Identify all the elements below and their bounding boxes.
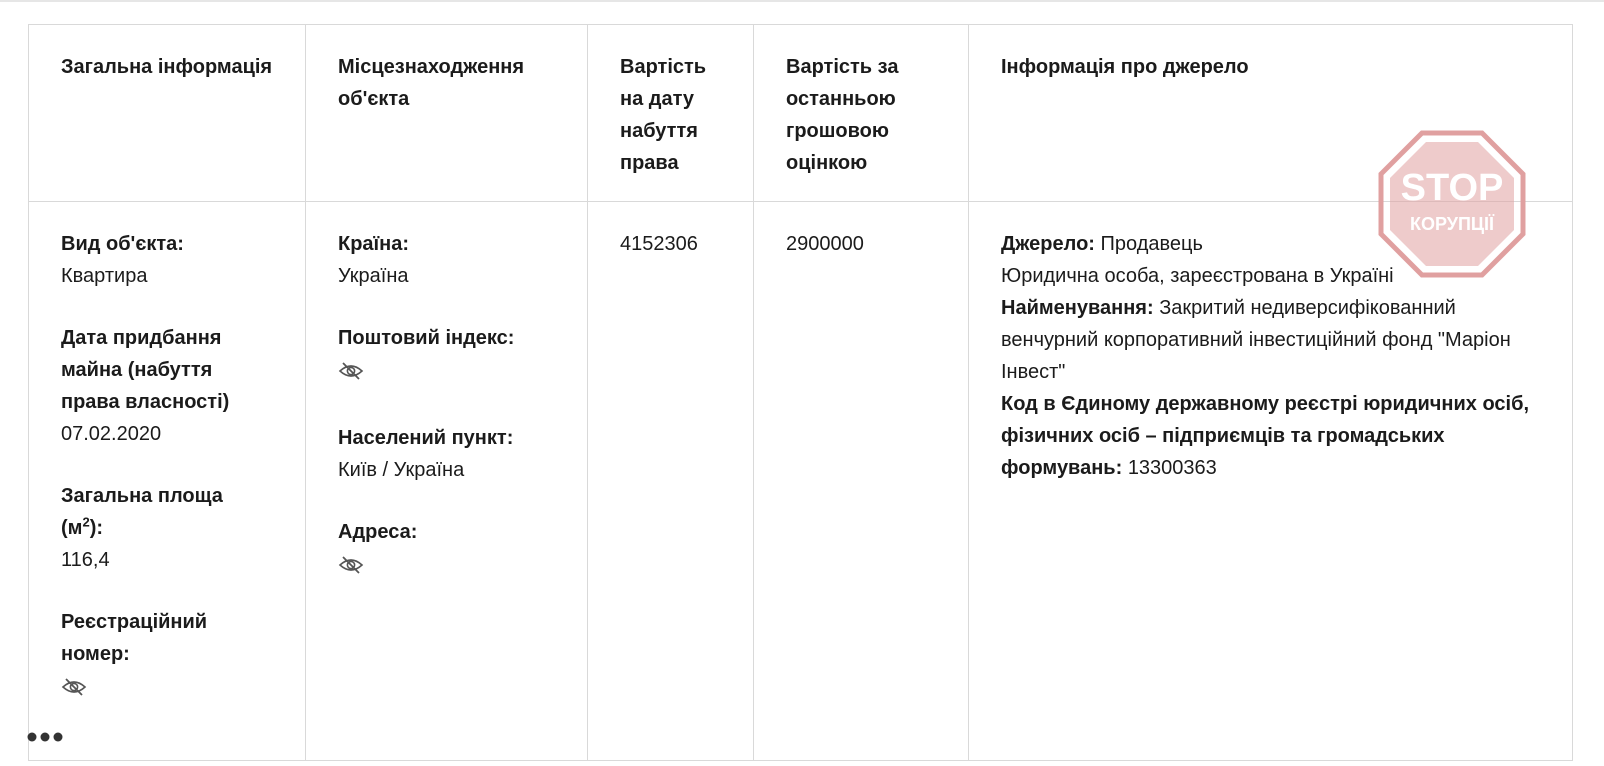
header-general-info: Загальна інформація: [29, 25, 306, 202]
cost-valuation-cell: [754, 202, 969, 761]
source-value: Продавець: [1100, 233, 1203, 255]
eye-slash-icon[interactable]: [338, 554, 364, 576]
object-type-block: [61, 228, 275, 292]
location-cell: [306, 202, 588, 761]
table-row: [29, 202, 1573, 761]
address-block: [338, 516, 557, 586]
area-unit-close: ):: [89, 517, 104, 539]
name-label: Найменування:: [1001, 297, 1154, 319]
country-label: Країна:: [338, 233, 410, 255]
acquisition-date-label: Дата придбання майна (набуття права власності): [61, 327, 230, 413]
registry-code-label: Код в Єдиному державному реєстрі юридичних осіб, фізичних осіб – підприємців та громадських формувань:: [1001, 393, 1530, 479]
table-header-row: [29, 25, 1573, 202]
registration-number-block: [61, 606, 275, 708]
stop-corruption-watermark: [1378, 130, 1526, 278]
header-source-info: Інформація про джерело: [969, 25, 1573, 202]
source-info-cell: [969, 202, 1573, 761]
cost-acquisition-cell: [588, 202, 754, 761]
registry-code-line: [1001, 388, 1542, 484]
total-area-block: [61, 480, 275, 576]
acquisition-date-value: 07.02.2020: [61, 423, 162, 445]
eye-slash-icon[interactable]: [61, 676, 87, 698]
address-label: Адреса:: [338, 521, 418, 543]
registration-number-label: Реєстраційний номер:: [61, 611, 208, 665]
city-label: Населений пункт:: [338, 427, 514, 449]
area-unit-text: (м: [61, 517, 83, 539]
name-value: Закритий недиверсифікованний венчурний корпоративний інвестиційний фонд "Маріон Інвест": [1001, 297, 1511, 383]
watermark-line2: КОРУПЦІЇ: [1409, 214, 1495, 234]
property-declaration-table: [28, 24, 1573, 761]
header-cost-valuation: Вартість за останньою грошовою оцінкою: [754, 25, 969, 202]
postal-code-label: Поштовий індекс:: [338, 327, 515, 349]
city-block: [338, 422, 557, 486]
object-type-label: Вид об'єкта:: [61, 233, 184, 255]
header-cost-acquisition: Вартість на дату набуття права: [588, 25, 754, 202]
city-value: Київ / Україна: [338, 459, 465, 481]
ellipsis-icon[interactable]: [26, 722, 66, 754]
cost-valuation-value: 2900000: [786, 233, 864, 255]
postal-code-block: [338, 322, 557, 392]
country-block: [338, 228, 557, 292]
area-unit-label: [61, 512, 275, 544]
object-type-value: Квартира: [61, 265, 148, 287]
area-unit-superscript: 2: [82, 514, 90, 530]
top-divider: [0, 0, 1604, 2]
watermark-line1: STOP: [1400, 167, 1504, 209]
header-location: Місцезнаходження об'єкта: [306, 25, 588, 202]
acquisition-date-block: [61, 322, 275, 450]
registry-code-value: 13300363: [1127, 457, 1217, 479]
country-value: Україна: [338, 265, 409, 287]
total-area-label: Загальна площа: [61, 485, 223, 507]
cost-acquisition-value: 4152306: [620, 233, 698, 255]
general-info-cell: [29, 202, 306, 761]
total-area-value: 116,4: [61, 549, 110, 571]
name-line: [1001, 292, 1542, 388]
source-label: Джерело:: [1001, 233, 1095, 255]
entity-description: Юридична особа, зареєстрована в Україні: [1001, 265, 1394, 287]
eye-slash-icon[interactable]: [338, 360, 364, 382]
